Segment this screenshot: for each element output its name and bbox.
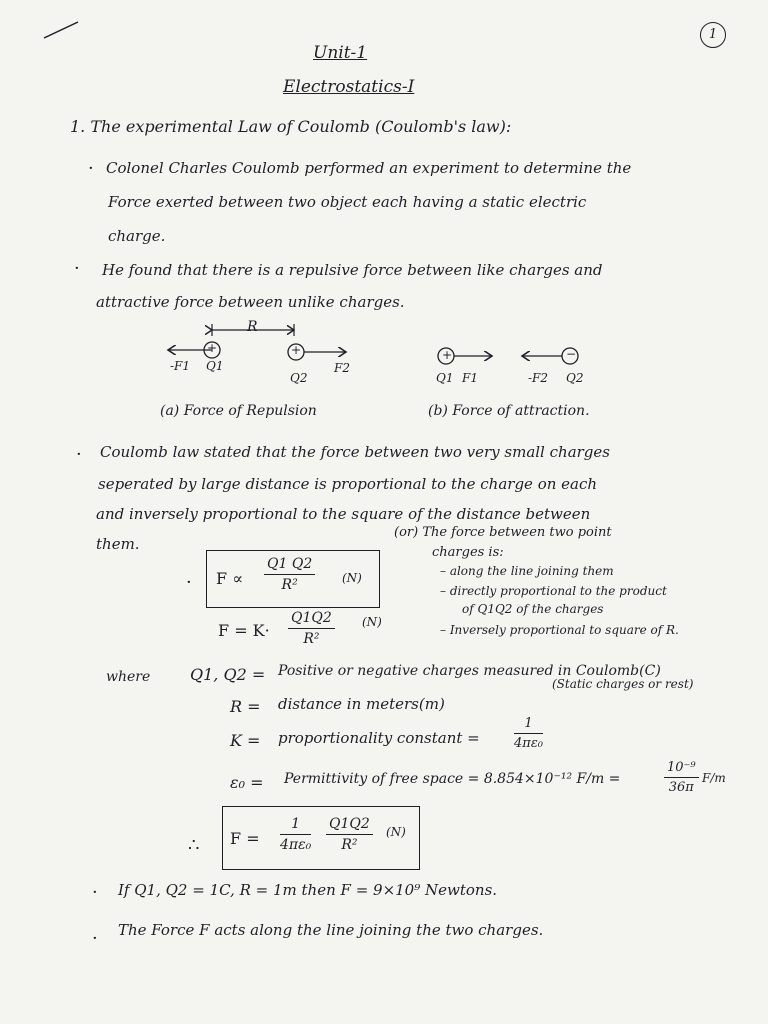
diagram-r-label: R [247,319,258,335]
repulsion-q2-plus: + [291,343,302,357]
bullet4-text: If Q1, Q2 = 1C, R = 1m then F = 9×10⁹ Newtons. [118,881,498,899]
repulsion-q1-label: Q1 [206,359,224,373]
final-den2: R² [341,837,358,853]
final-fraction-1 [280,816,311,853]
or-note-line6: – Inversely proportional to square of R. [440,623,679,637]
bullet1-line2: Force exerted between two object each having a static electric [108,193,587,211]
fraction-bar [326,834,373,835]
bullet3-line1: Coulomb law stated that the force between two very small charges [100,443,610,461]
bullet-marker: · [186,572,192,593]
or-note-line3: – along the line joining them [440,564,614,578]
bullet5-text: The Force F acts along the line joining the two charges. [118,921,544,939]
unit-heading: Unit-1 [313,43,368,63]
formula2-lhs: F = K· [218,621,270,640]
attraction-q2-label: Q2 [566,371,584,385]
final-fraction-2 [326,816,373,853]
bullet3-line2: seperated by large distance is proportional to the charge on each [98,475,598,493]
def-q-symbol: Q1, Q2 = [190,665,266,684]
or-note-line2: charges is: [432,545,504,560]
bullet2-line1: He found that there is a repulsive force between like charges and [102,261,603,279]
repulsion-diagram [160,318,360,398]
bullet-marker: · [76,444,82,465]
fraction-bar [264,574,315,575]
bullet1-line3: charge. [108,227,166,245]
k-num: 1 [524,716,533,731]
or-note-line1: (or) The force between two point [394,525,612,540]
or-note-line5: of Q1Q2 of the charges [462,602,604,616]
bullet-marker: · [88,158,94,179]
fraction-bar [280,834,311,835]
formula2-num: Q1Q2 [291,610,332,626]
final-unit: (N) [386,825,406,839]
bullet-marker: · [92,882,98,903]
attraction-f2-label: -F2 [528,371,549,385]
e-fraction [664,760,699,795]
formula1-den: R² [281,577,298,593]
formula1-fraction [264,556,315,593]
or-note-line4: – directly proportional to the product [440,584,667,598]
attraction-q1-plus: + [442,348,453,362]
def-q-text: Positive or negative charges measured in Coulomb(C) [278,663,661,679]
def-e-text: Permittivity of free space = 8.854×10⁻¹² F/m = [284,771,621,787]
attraction-caption: (b) Force of attraction. [428,403,590,419]
fraction-bar [664,777,699,778]
formula1-unit: (N) [342,571,362,585]
page-number: 1 [708,27,718,42]
section-title: 1. The experimental Law of Coulomb (Coulomb's law): [70,117,512,136]
bullet3-line4: them. [96,535,140,553]
final-num2: Q1Q2 [329,816,370,832]
def-k-text: proportionality constant = [278,729,480,747]
fraction-bar [288,628,335,629]
page-number-circle [700,22,726,48]
def-r-text: distance in meters(m) [278,695,445,713]
formula1-lhs: F ∝ [216,569,244,588]
def-e-symbol: ε₀ = [230,773,264,792]
where-label: where [106,669,151,685]
final-den1: 4πε₀ [280,837,312,853]
def-q-note: (Static charges or rest) [552,677,694,691]
repulsion-q1-plus: + [207,341,218,355]
repulsion-f1-label: -F1 [170,359,191,373]
e-num: 10⁻⁹ [667,760,696,775]
bullet3-line3: and inversely proportional to the square of the distance between [96,505,591,523]
e-den: 36π [668,780,694,795]
subject-heading: Electrostatics-I [283,77,415,97]
k-fraction [514,716,543,751]
attraction-q2-minus: − [566,347,577,361]
fraction-bar [514,733,543,734]
formula2-unit: (N) [362,615,382,629]
final-num1: 1 [291,816,301,832]
formula2-den: R² [303,631,320,647]
repulsion-q2-label: Q2 [290,371,308,385]
repulsion-caption: (a) Force of Repulsion [160,403,317,419]
k-den: 4πε₀ [514,736,544,751]
therefore-symbol: ∴ [188,835,200,856]
bullet-marker: · [74,258,80,279]
def-r-symbol: R = [230,697,261,716]
attraction-f1-label: F1 [462,371,478,385]
pen-mark [42,18,82,42]
formula1-num: Q1 Q2 [267,556,313,572]
bullet2-line2: attractive force between unlike charges. [96,293,405,311]
attraction-q1-label: Q1 [436,371,454,385]
e-unit: F/m [702,771,726,785]
formula2-fraction [288,610,335,647]
def-k-symbol: K = [230,731,261,750]
repulsion-f2-label: F2 [334,361,350,375]
final-lhs: F = [230,829,260,848]
bullet-marker: · [92,928,98,949]
bullet1-line1: Colonel Charles Coulomb performed an experiment to determine the [106,159,632,177]
